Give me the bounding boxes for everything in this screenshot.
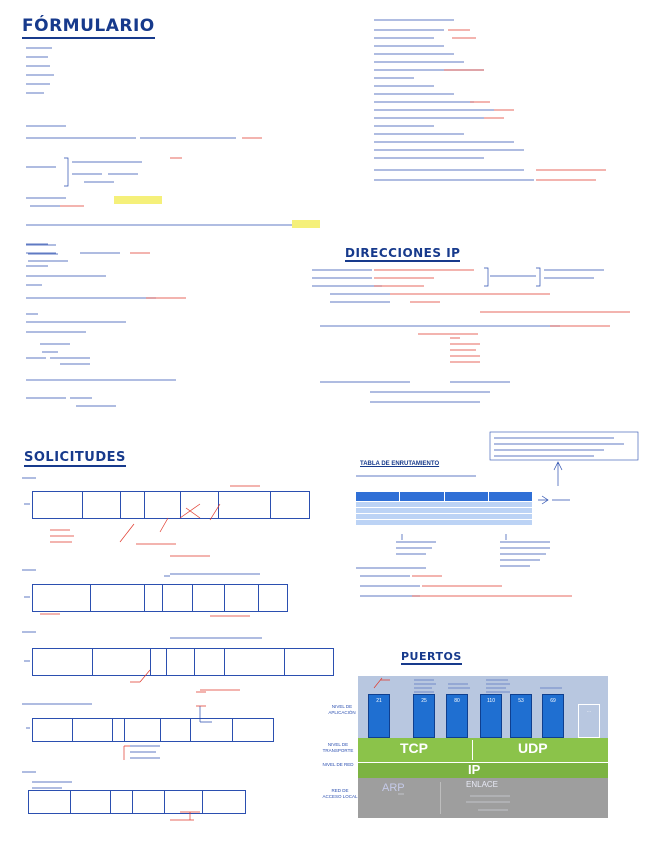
label-transport-layer: NIVEL DE TRANSPORTE [322,742,354,753]
formulario-scribbles [20,42,320,272]
enlace-label: ENLACE [466,780,499,789]
top-right-notes [370,16,656,216]
ports-net-layer [358,762,608,779]
port-block: ... [578,704,600,738]
port-block: 110 [480,694,502,738]
port-block: 25 [413,694,435,738]
arp-label: ARP [382,782,405,794]
ports-annotations [358,666,608,706]
udp-label: UDP [518,740,548,756]
formulario-scribbles-2 [20,240,320,410]
solicitudes-title: SOLICITUDES [24,450,126,465]
link-layer-scribbles [358,778,608,818]
direcciones-ip-notes [310,264,640,424]
tcp-label: TCP [400,740,428,756]
solicitudes-annotations [20,470,320,830]
port-block: 53 [510,694,532,738]
label-net-layer: NIVEL DE RED [322,762,354,767]
port-block: 21 [368,694,390,738]
direcciones-ip-title: DIRECCIONES IP [345,246,461,260]
port-block: 80 [446,694,468,738]
port-block: 69 [542,694,564,738]
ports-transport-layer [358,738,608,762]
tabla-enrutamiento-title: TABLA DE ENRUTAMIENTO [360,461,440,467]
label-app-layer: NIVEL DE APLICACIÓN [328,704,356,715]
ip-label: IP [468,762,481,777]
transport-divider [472,740,473,760]
formulario-title: FÓRMULARIO [22,16,155,39]
label-link-layer: RED DE ACCESO LOCAL [322,788,358,799]
puertos-title: PUERTOS [401,650,462,663]
tabla-annotations [352,430,642,610]
